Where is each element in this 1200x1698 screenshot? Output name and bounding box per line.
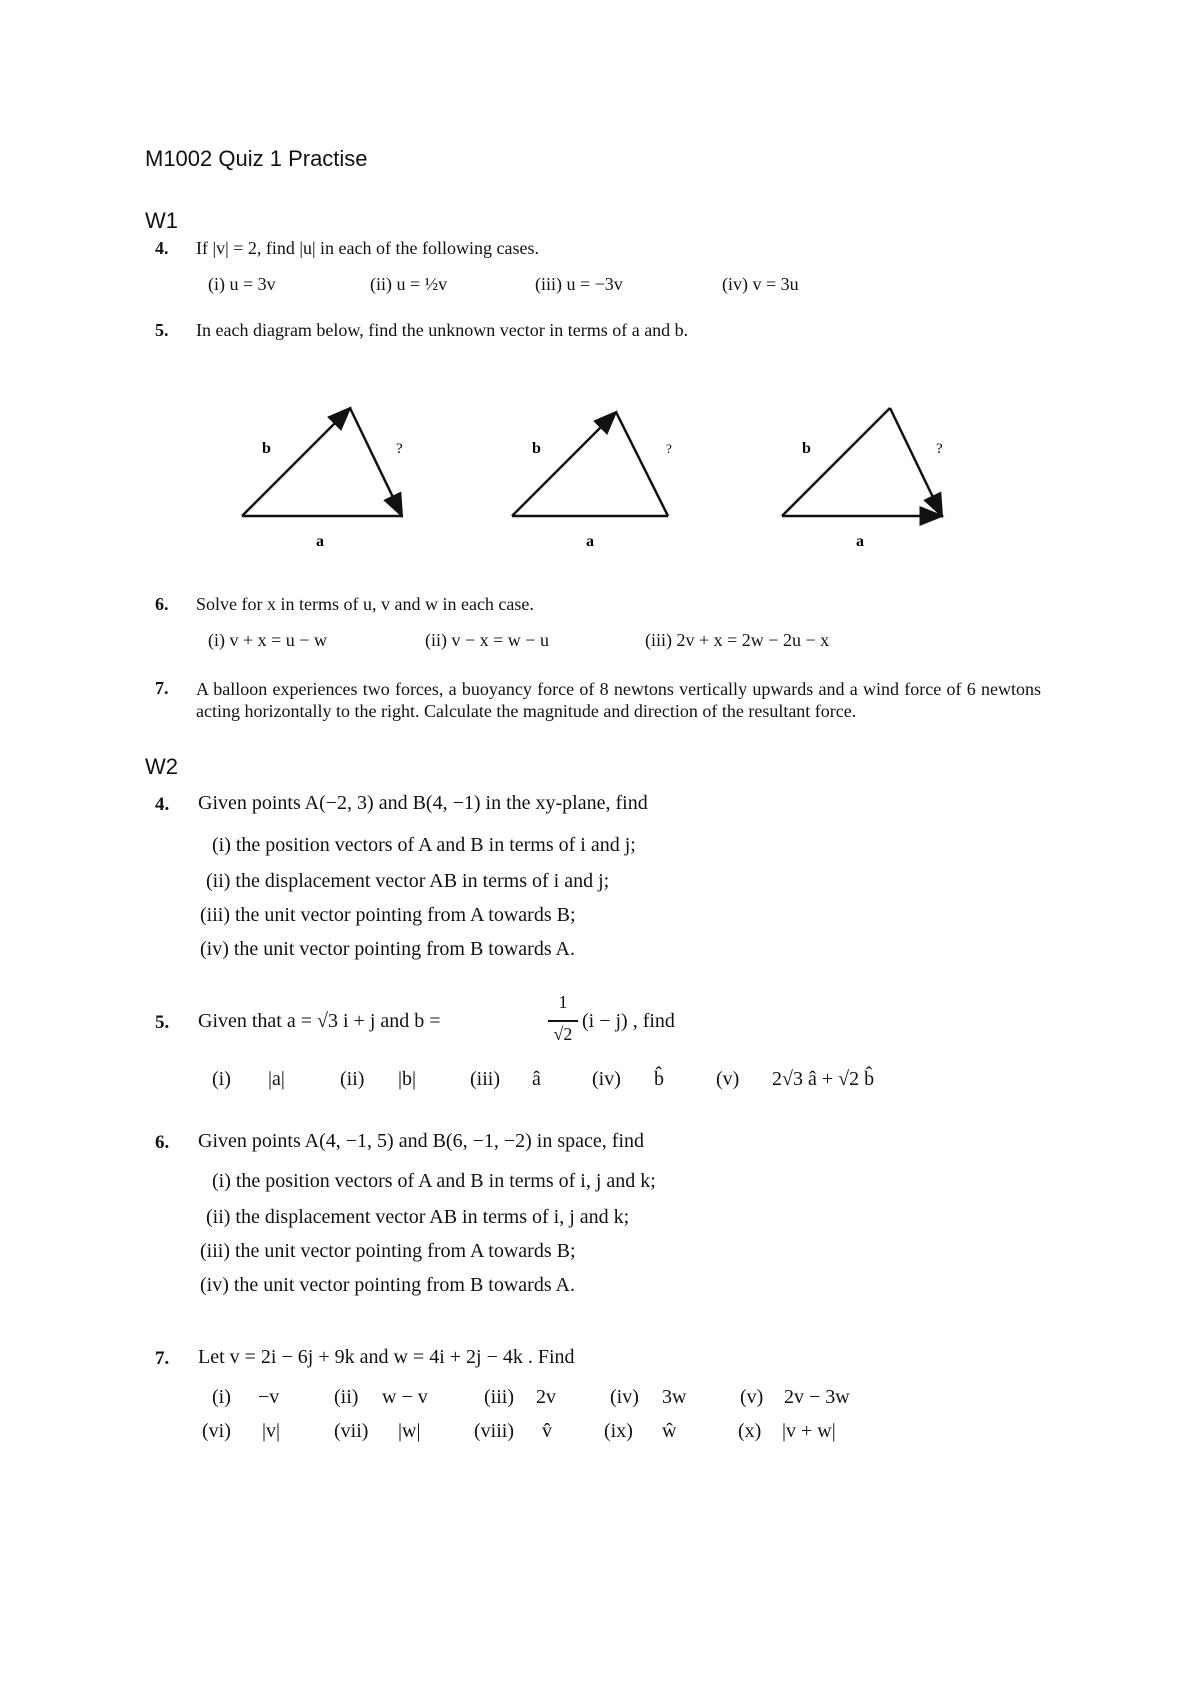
question-part-label: (iv) [610,1386,639,1408]
question-part: ŵ [662,1420,677,1442]
question-part: |w| [398,1420,421,1442]
section-heading-w1: W1 [145,208,178,233]
question-text: Let v = 2i − 6j + 9k and w = 4i + 2j − 4k . Find [198,1346,575,1368]
question-part: −v [258,1386,280,1408]
question-part: |v + w| [782,1420,836,1442]
question-text: A balloon experiences two forces, a buoyancy force of 8 newtons vertically upwards and a wind force of 6 newtons acting horizontally to the right. Calculate the magnitude and direction of the resultant force. [196,679,1041,721]
question-number: 4. [155,238,169,258]
question-part-label: (vi) [202,1420,231,1442]
question-part-label: (v) [740,1386,764,1408]
question-part: â [532,1068,541,1090]
question-part: (ii) the displacement vector AB in terms of i, j and k; [206,1206,630,1228]
vector-triangle-diagram-1 [230,398,410,558]
question-part-label: (viii) [474,1420,514,1442]
section-heading-w2: W2 [145,754,178,779]
question-part: 2√3 â + √2 b̂ [772,1068,875,1090]
question-part-label: (iii) [484,1386,514,1408]
question-part: w − v [382,1386,428,1408]
question-part-label: (iii) [470,1068,500,1090]
page-title: M1002 Quiz 1 Practise [145,146,368,171]
question-part-label: (ix) [604,1420,633,1442]
vector-b-line [782,408,890,516]
question-number: 4. [155,794,170,815]
fraction-numerator: 1 [558,992,568,1012]
vector-triangle-diagram-2 [500,398,680,558]
question-part: (iii) the unit vector pointing from A towards B; [200,904,576,926]
question-text: If |v| = 2, find |u| in each of the following cases. [196,238,539,258]
question-part: |a| [268,1068,285,1090]
label-a: a [586,533,594,550]
fraction-denominator: √2 [553,1024,573,1044]
label-b: b [532,440,541,457]
question-part: (i) v + x = u − w [208,630,327,650]
question-part: (ii) the displacement vector AB in terms of i and j; [206,870,610,892]
question-part: (iv) the unit vector pointing from B towards A. [200,1274,575,1296]
question-part: (i) u = 3v [208,274,276,294]
question-part-label: (vii) [334,1420,369,1442]
question-part: (iii) 2v + x = 2w − 2u − x [645,630,830,650]
question-part-label: (v) [716,1068,740,1090]
question-text: Given that a = √3 i + j and b = [198,1010,441,1032]
label-a: a [856,533,864,550]
label-unknown: ? [936,441,943,457]
label-unknown: ? [666,441,672,456]
question-number: 5. [155,1012,170,1033]
vector-triangle-diagram-3 [770,398,950,558]
label-b: b [262,440,271,457]
question-part: (ii) u = ½v [370,274,448,294]
question-number: 6. [155,594,169,614]
question-part: 2v [536,1386,556,1408]
vector-b-arrow [242,408,350,516]
question-part: 3w [662,1386,687,1408]
question-part: |b| [398,1068,417,1090]
question-part-label: (iv) [592,1068,621,1090]
question-part: (iv) v = 3u [722,274,799,294]
fraction-bar [548,1020,578,1022]
question-part: 2v − 3w [784,1386,850,1408]
question-part: v̂ [542,1420,552,1442]
question-part: (i) the position vectors of A and B in terms of i, j and k; [212,1170,656,1192]
question-text: Given points A(4, −1, 5) and B(6, −1, −2) in space, find [198,1130,644,1152]
question-number: 7. [155,1348,170,1369]
unknown-vector-line [616,412,668,516]
question-part-label: (ii) [340,1068,365,1090]
question-part: (iv) the unit vector pointing from B towards A. [200,938,575,960]
question-text: (i − j) , find [582,1010,675,1032]
question-part-label: (ii) [334,1386,359,1408]
vector-b-arrow [512,412,616,516]
question-part-label: (x) [738,1420,762,1442]
question-number: 5. [155,320,169,340]
question-part-label: (i) [212,1068,231,1090]
label-b: b [802,440,811,457]
question-part: (iii) u = −3v [535,274,623,294]
label-unknown: ? [396,441,403,457]
question-text: In each diagram below, find the unknown vector in terms of a and b. [196,320,689,340]
question-part: b̂ [654,1068,664,1090]
question-part: (ii) v − x = w − u [425,630,549,650]
question-part: |v| [262,1420,281,1442]
unknown-vector-arrow [890,408,942,516]
label-a: a [316,533,324,550]
question-part: (i) the position vectors of A and B in terms of i and j; [212,834,636,856]
unknown-vector-arrow [350,408,402,516]
question-number: 6. [155,1132,170,1153]
question-text: Solve for x in terms of u, v and w in each case. [196,594,534,614]
question-text: Given points A(−2, 3) and B(4, −1) in the xy-plane, find [198,792,648,814]
question-part: (iii) the unit vector pointing from A towards B; [200,1240,576,1262]
question-number: 7. [155,678,169,698]
question-part-label: (i) [212,1386,231,1408]
